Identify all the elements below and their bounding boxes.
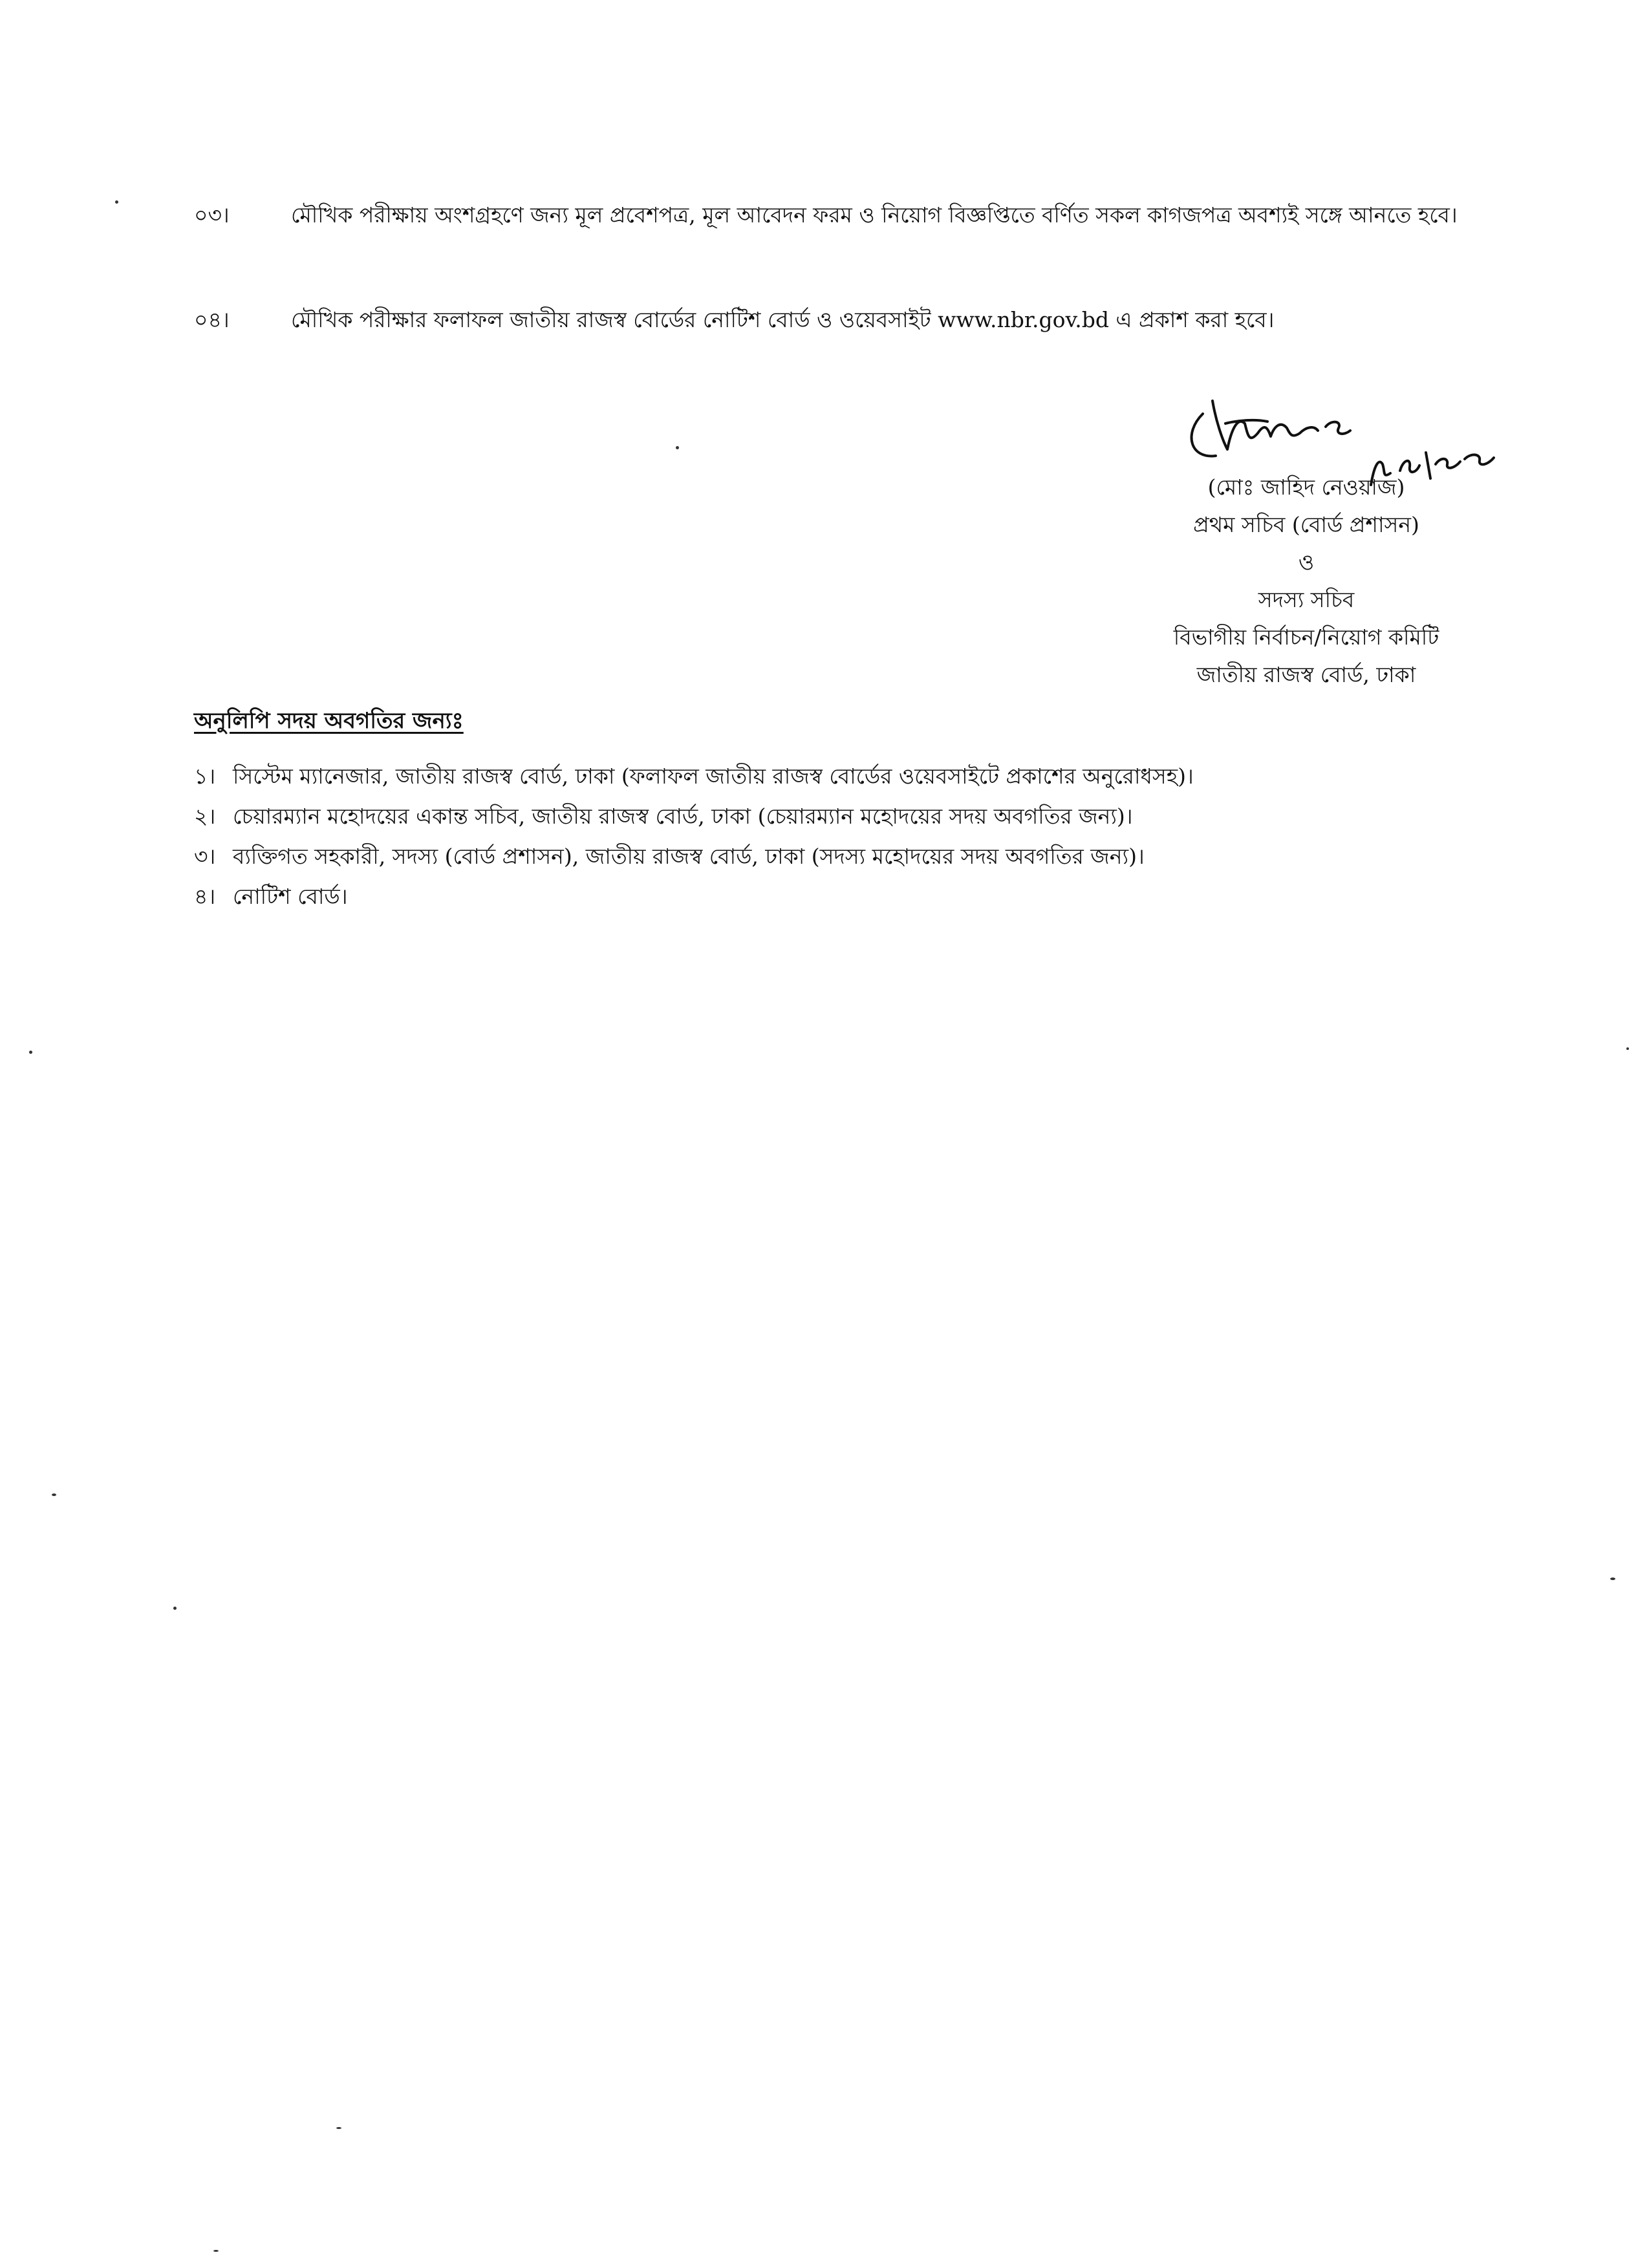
list-item-text: চেয়ারম্যান মহোদয়ের একান্ত সচিব, জাতীয় রাজস্ব বোর্ড, ঢাকা (চেয়ারম্যান মহোদয়ের সদয় অবগতির জন্য)। (233, 804, 1133, 829)
list-item-number: ২। (194, 804, 216, 829)
list-item-text: সিস্টেম ম্যানেজার, জাতীয় রাজস্ব বোর্ড, ঢাকা (ফলাফল জাতীয় রাজস্ব বোর্ডের ওয়েবসাইটে প্রকাশের অনুরোধসহ)। (233, 764, 1194, 789)
list-item-number: ৪। (194, 884, 216, 909)
instruction-item-03 (194, 193, 1539, 238)
list-item (194, 797, 1552, 837)
list-item (194, 837, 1552, 877)
signatory-name: (মোঃ জাহিদ নেওয়াজ) (1207, 475, 1405, 500)
list-item-number: ১। (194, 764, 216, 789)
item-text: মৌখিক পরীক্ষায় অংশগ্রহণে জন্য মূল প্রবেশপত্র, মূল আবেদন ফরম ও নিয়োগ বিজ্ঞপ্তিতে বর্ণিত সকল কাগজপত্র অবশ্যই সঙ্গে আনতে হবে। (291, 202, 1458, 228)
signatory-committee: বিভাগীয় নির্বাচন/নিয়োগ কমিটি (1173, 625, 1439, 650)
scan-speck (115, 200, 118, 204)
item-text: মৌখিক পরীক্ষার ফলাফল জাতীয় রাজস্ব বোর্ডের নোটিশ বোর্ড ও ওয়েবসাইট www.nbr.gov.bd এ প্রকাশ করা হবে। (291, 307, 1275, 332)
signatory-designation: প্রথম সচিব (বোর্ড প্রশাসন) (1193, 512, 1419, 537)
scan-speck (213, 2250, 219, 2252)
signatory-conjunction: ও (1298, 550, 1315, 575)
list-item-text: ব্যক্তিগত সহকারী, সদস্য (বোর্ড প্রশাসন), জাতীয় রাজস্ব বোর্ড, ঢাকা (সদস্য মহোদয়ের সদয় অবগতির জন্য)। (233, 844, 1145, 869)
scan-speck (1610, 1578, 1615, 1580)
list-item (194, 877, 1552, 917)
signatory-role: সদস্য সচিব (1258, 587, 1355, 612)
signatory-block (1061, 469, 1552, 694)
list-item (194, 756, 1552, 797)
copy-to-heading: অনুলিপি সদয় অবগতির জন্যঃ (194, 708, 464, 734)
list-item-number: ৩। (194, 844, 216, 869)
scan-speck (1626, 1047, 1629, 1050)
copy-to-list (194, 756, 1552, 917)
item-number: ০৩। (194, 202, 230, 228)
scan-speck (173, 1607, 177, 1610)
scan-speck (336, 2127, 341, 2129)
scan-speck (52, 1493, 56, 1496)
instruction-item-04 (194, 297, 1539, 343)
item-number: ০৪। (194, 307, 230, 332)
scan-speck (29, 1051, 32, 1054)
list-item-text: নোটিশ বোর্ড। (233, 884, 348, 909)
signatory-office: জাতীয় রাজস্ব বোর্ড, ঢাকা (1196, 662, 1416, 687)
scan-speck (676, 446, 679, 449)
